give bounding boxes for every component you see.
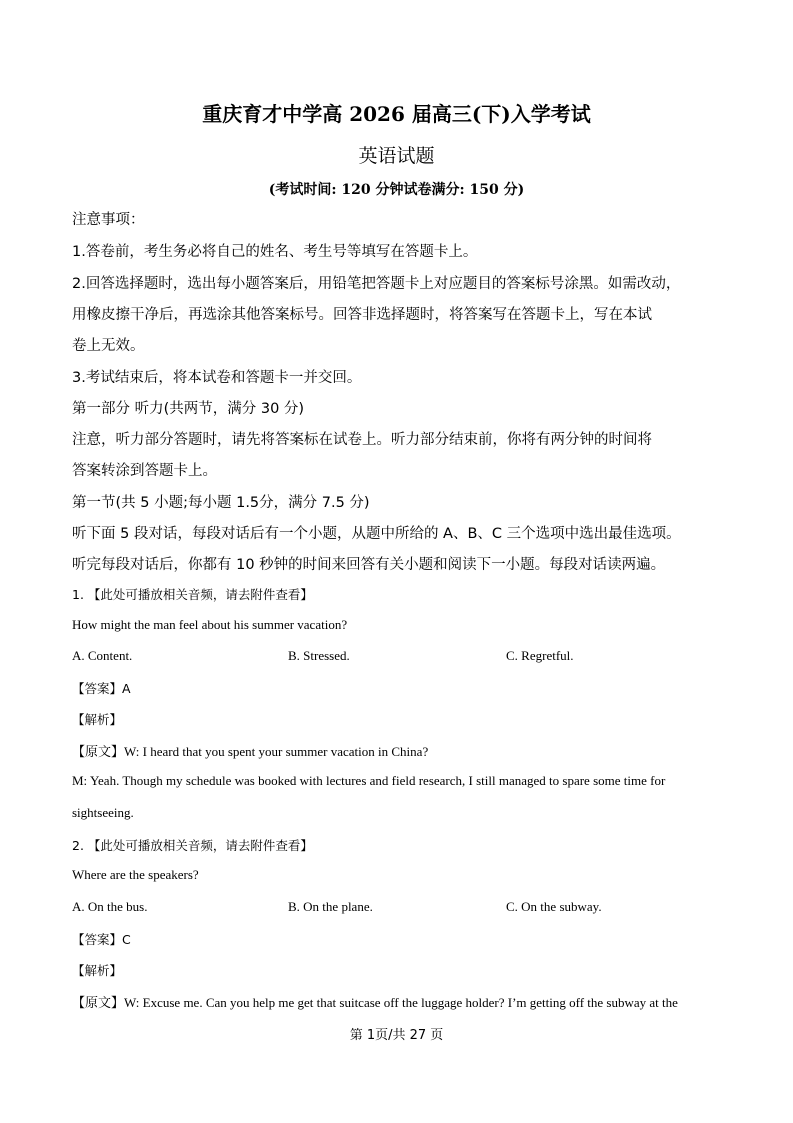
notes-item-2-line-1: 2.回答选择题时，选出每小题答案后，用铅笔把答题卡上对应题目的答案标号涂黑。如需改动，: [72, 276, 681, 292]
notes-item-3: 3.考试结束后，将本试卷和答题卡一并交回。: [72, 370, 362, 386]
q2-answer: 【答案】C: [72, 932, 131, 947]
q1-original-line-2: M: Yeah. Though my schedule was booked with lectures and field research, I still managed to spare some time for: [72, 773, 666, 788]
exam-info: (考试时间: 120 分钟试卷满分: 150 分): [268, 182, 525, 198]
listening-note-line-2: 答案转涂到答题卡上。: [72, 463, 217, 479]
q1-option-a: A. Content.: [72, 648, 133, 663]
q2-option-a: A. On the bus.: [72, 899, 148, 914]
subject-title: 英语试题: [358, 145, 435, 167]
part1-heading: 第一部分 听力(共两节，满分 30 分): [72, 401, 305, 417]
q2-original-line-1: 【原文】W: Excuse me. Can you help me get that suitcase off the luggage holder? I’m getting off the subway at the: [72, 995, 678, 1010]
notes-item-2-line-2: 用橡皮擦干净后，再选涂其他答案标号。回答非选择题时，将答案写在答题卡上，写在本试: [72, 307, 652, 323]
q2-option-c: C. On the subway.: [506, 899, 602, 914]
section1-heading: 第一节(共 5 小题;每小题 1.5分，满分 7.5 分): [72, 495, 370, 511]
notes-item-2-line-3: 卷上无效。: [72, 338, 145, 354]
q2-analysis: 【解析】: [72, 963, 123, 978]
q1-option-c: C. Regretful.: [506, 648, 574, 663]
instructions-line-2: 听完每段对话后，你都有 10 秒钟的时间来回答有关小题和阅读下一小题。每段对话读两遍。: [72, 557, 666, 573]
q1-analysis: 【解析】: [72, 712, 123, 727]
notes-heading: 注意事项：: [72, 212, 145, 228]
q1-answer: 【答案】A: [72, 681, 131, 696]
listening-note-line-1: 注意，听力部分答题时，请先将答案标在试卷上。听力部分结束前，你将有两分钟的时间将: [72, 432, 652, 448]
q2-question: Where are the speakers?: [72, 867, 199, 882]
page-footer: 第 1页/共 27 页: [349, 1028, 444, 1043]
q1-option-b: B. Stressed.: [288, 648, 350, 663]
instructions-line-1: 听下面 5 段对话，每段对话后有一个小题，从题中所给的 A、B、C 三个选项中选出最佳选项。: [72, 526, 681, 542]
exam-title: 重庆育才中学高 2026 届高三(下)入学考试: [202, 102, 591, 126]
q1-question: How might the man feel about his summer vacation?: [72, 617, 348, 632]
q2-option-b: B. On the plane.: [288, 899, 373, 914]
q1-original-line-1: 【原文】W: I heard that you spent your summer vacation in China?: [72, 744, 429, 759]
q1-audio-label: 1. 【此处可播放相关音频，请去附件查看】: [72, 587, 313, 602]
q2-audio-label: 2. 【此处可播放相关音频，请去附件查看】: [72, 838, 313, 853]
q1-original-line-3: sightseeing.: [72, 805, 134, 820]
notes-item-1: 1.答卷前，考生务必将自己的姓名、考生号等填写在答题卡上。: [72, 244, 478, 260]
